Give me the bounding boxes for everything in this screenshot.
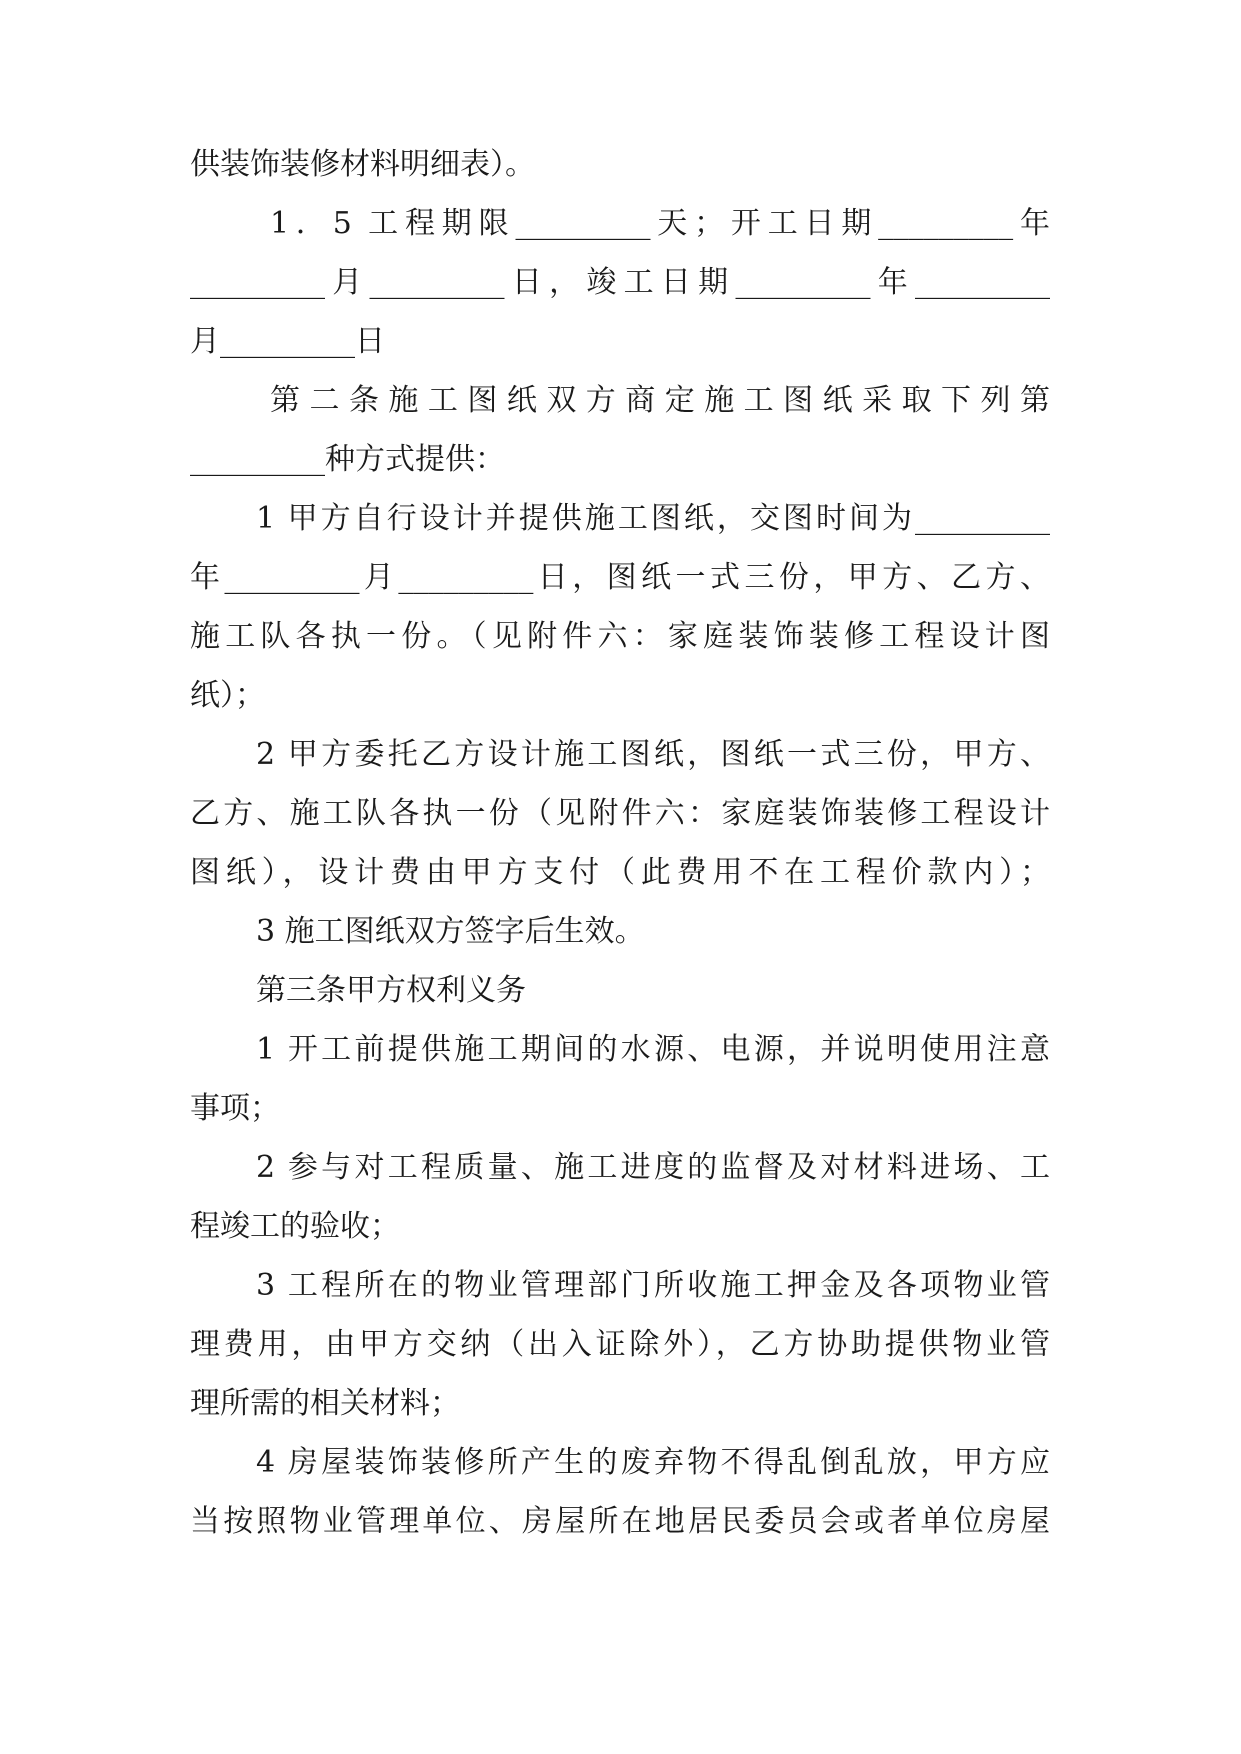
text-line: 施工队各执一份。（见附件六：家庭装饰装修工程设计图 xyxy=(190,619,1050,654)
text-line: _________月_________日，竣工日期_________年_________ xyxy=(190,265,1050,300)
text-line: 月_________日 xyxy=(190,324,385,359)
text-line: 2 甲方委托乙方设计施工图纸，图纸一式三份，甲方、 xyxy=(256,737,1050,772)
text-line: 3 施工图纸双方签字后生效。 xyxy=(256,914,645,949)
text-line: 事项； xyxy=(190,1091,280,1126)
text-line: 1 开工前提供施工期间的水源、电源，并说明使用注意 xyxy=(256,1032,1050,1067)
text-line: 当按照物业管理单位、房屋所在地居民委员会或者单位房屋 xyxy=(190,1504,1050,1539)
text-line: 纸）； xyxy=(190,678,265,713)
section-heading: 第三条甲方权利义务 xyxy=(256,973,526,1008)
text-line: 1．5 工程期限_________天；开工日期_________年 xyxy=(270,206,1050,241)
text-line: 图纸），设计费由甲方支付（此费用不在工程价款内）； xyxy=(190,855,1050,890)
text-line: 乙方、施工队各执一份（见附件六：家庭装饰装修工程设计 xyxy=(190,796,1050,831)
text-line: 1 甲方自行设计并提供施工图纸，交图时间为_________ xyxy=(256,501,1050,536)
text-line: 4 房屋装饰装修所产生的废弃物不得乱倒乱放，甲方应 xyxy=(256,1445,1050,1480)
section-heading: 第二条施工图纸双方商定施工图纸采取下列第 xyxy=(270,383,1050,418)
text-line: 供装饰装修材料明细表）。 xyxy=(190,147,535,182)
text-line: 理所需的相关材料； xyxy=(190,1386,460,1421)
text-line: 程竣工的验收； xyxy=(190,1209,400,1244)
text-line: 3 工程所在的物业管理部门所收施工押金及各项物业管 xyxy=(256,1268,1050,1303)
text-line: _________种方式提供： xyxy=(190,442,505,477)
text-line: 年_________月_________日，图纸一式三份，甲方、乙方、 xyxy=(190,560,1050,595)
text-line: 理费用，由甲方交纳（出入证除外），乙方协助提供物业管 xyxy=(190,1327,1050,1362)
text-line: 2 参与对工程质量、施工进度的监督及对材料进场、工 xyxy=(256,1150,1050,1185)
